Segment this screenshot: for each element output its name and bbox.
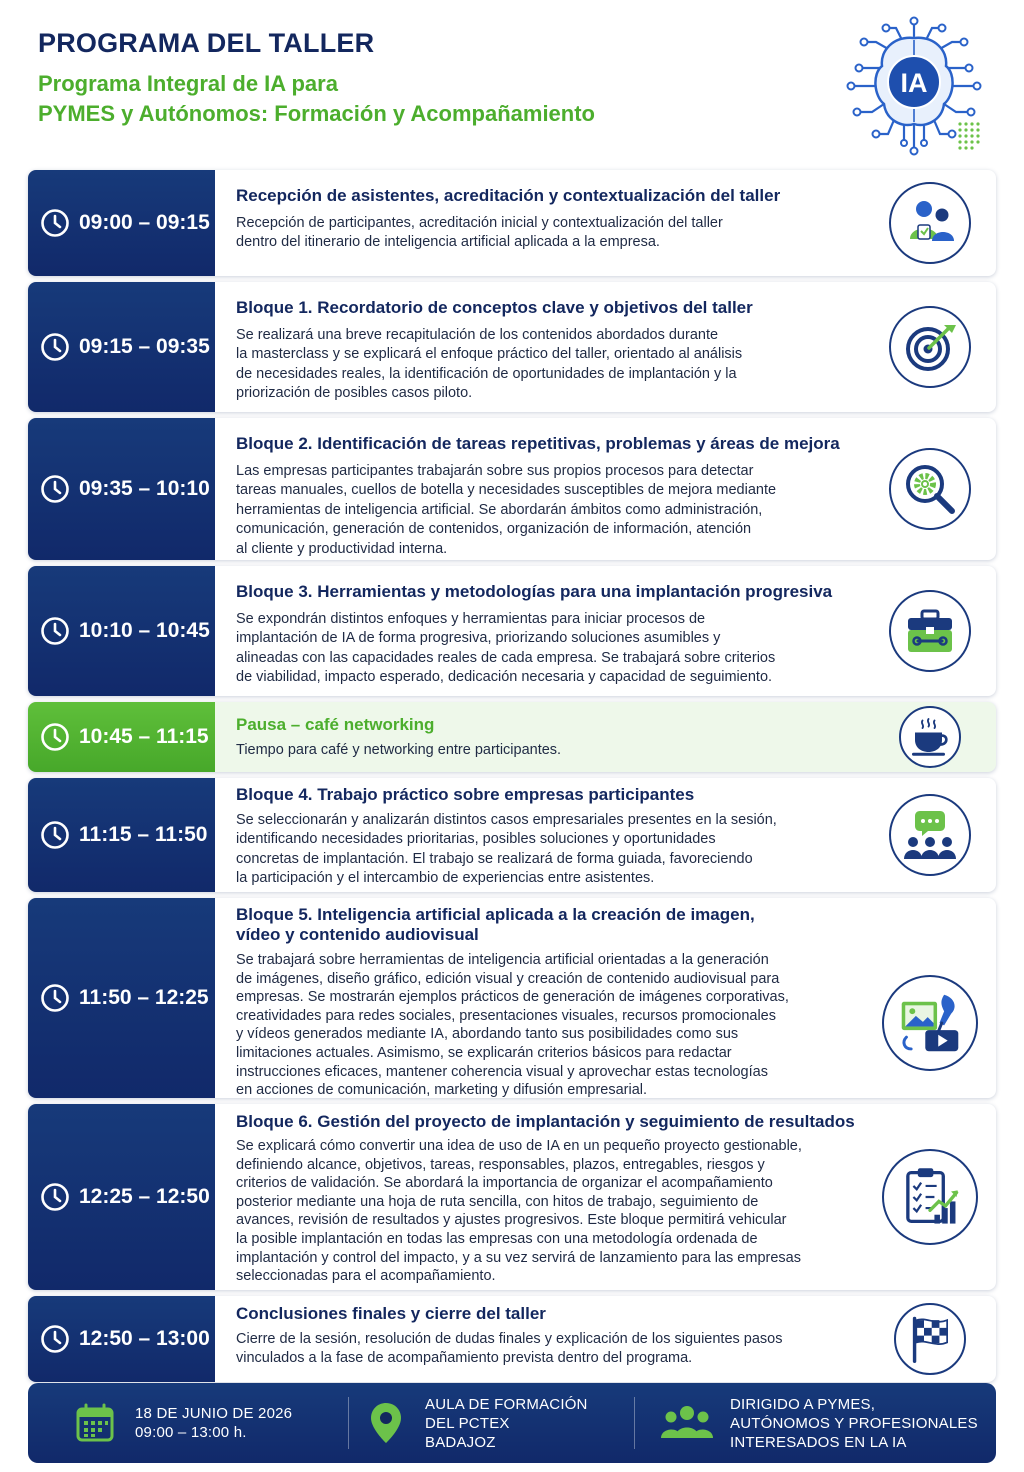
session-icon-wrap [864, 282, 996, 412]
group-chat-icon [889, 794, 971, 876]
session-content [215, 898, 864, 1098]
clock-icon [40, 983, 70, 1013]
time-label: 09:35 – 10:10 [79, 477, 210, 500]
time-label: 09:00 – 09:15 [79, 211, 210, 234]
clock-icon [40, 1182, 70, 1212]
people-group-icon [661, 1404, 713, 1442]
ai-brain-logo [832, 16, 996, 166]
time-label: 09:15 – 09:35 [79, 335, 210, 358]
session-content [215, 170, 864, 276]
clock-icon [40, 820, 70, 850]
time-block [28, 898, 215, 1098]
schedule-row [28, 1296, 996, 1382]
session-content [215, 1296, 864, 1382]
session-description: Se explicará cómo convertir una idea de uso de IA en un pequeño proyecto gestionable, definiendo alcance, objetivos, tareas, responsables, plazos, entregables, riesgos y criterios de validación. Se abordará la importancia de organizar el acompañamiento posterior mediante una hoja de ruta sencilla, con hitos de trabajo, seguimiento de avances, revisión de resultados y ajustes progresivos. Este bloque permitirá vehicular la posible implantación en todas las empresas con una metodología ordenada de implantación y control del impacto, y a su vez servirá de lanzamiento para las empresas seleccionadas para el acompañamiento. [236, 1138, 802, 1285]
clock-icon [40, 722, 70, 752]
session-description: Tiempo para café y networking entre participantes. [236, 742, 562, 758]
session-icon-wrap [864, 898, 996, 1098]
session-description: Se trabajará sobre herramientas de inteligencia artificial orientadas a la generación de imágenes, diseño gráfico, edición visual y creación de contenido audiovisual para empresas. Se mostrarán ejemplos prácticos de generación de imágenes corporativas, creatividades para redes sociales, presentaciones visuales, recursos promocionales y vídeos generados mediante IA, abordando tanto sus posibilidades como sus limitaciones actuales. Asimismo, se explicarán criterios básicos para redactar instrucciones eficaces, mantener coherencia visual y aprovechar estas tecnologías en acciones de comunicación, marketing y difusión empresarial. [236, 952, 789, 1098]
session-icon-wrap [864, 1296, 996, 1382]
session-icon-wrap [864, 702, 996, 772]
page-subtitle [38, 69, 838, 129]
session-content [215, 282, 864, 412]
time-block [28, 418, 215, 560]
time-label: 11:15 – 11:50 [79, 823, 208, 846]
footer-audience-text: DIRIGIDO A PYMES, AUTÓNOMOS Y PROFESIONALES INTERESADOS EN LA IA [730, 1395, 978, 1451]
clock-icon [40, 332, 70, 362]
session-content [215, 566, 864, 696]
schedule-row [28, 566, 996, 696]
session-icon-wrap [864, 170, 996, 276]
session-icon-wrap [864, 566, 996, 696]
session-description: Cierre de la sesión, resolución de dudas finales y explicación de los siguientes pasos vinculados a la fase de acompañamiento prevista dentro del programa. [236, 1331, 783, 1367]
schedule-row [28, 778, 996, 892]
session-title: Conclusiones finales y cierre del taller [236, 1304, 546, 1323]
page-title: PROGRAMA DEL TALLER [38, 28, 375, 58]
footer-location-text: AULA DE FORMACIÓN DEL PCTEX BADAJOZ [425, 1395, 588, 1451]
session-title: Bloque 3. Herramientas y metodologías para una implantación progresiva [236, 582, 833, 601]
footer-audience [635, 1383, 978, 1463]
session-icon-wrap [864, 778, 996, 892]
session-icon-wrap [864, 418, 996, 560]
session-content [215, 702, 864, 772]
time-label: 12:50 – 13:00 [79, 1327, 210, 1350]
time-label: 12:25 – 12:50 [79, 1185, 210, 1208]
session-content [215, 1104, 864, 1290]
schedule-row [28, 898, 996, 1098]
session-title: Bloque 2. Identificación de tareas repetitivas, problemas y áreas de mejora [236, 434, 840, 453]
session-title: Bloque 1. Recordatorio de conceptos clave y objetivos del taller [236, 298, 753, 317]
time-block [28, 702, 215, 772]
subtitle-line-1: Programa Integral de IA para [38, 71, 338, 96]
session-content [215, 778, 864, 892]
schedule-row-pause [28, 702, 996, 772]
session-title: Bloque 5. Inteligencia artificial aplicada a la creación de imagen, vídeo y contenido audiovisual [236, 905, 755, 944]
time-block [28, 282, 215, 412]
time-label: 11:50 – 12:25 [79, 986, 209, 1009]
session-description: Se expondrán distintos enfoques y herramientas para iniciar procesos de implantación de IA de forma progresiva, priorizando soluciones asumibles y alineadas con las capacidades reales de cada empresa. Se trabajará sobre criterios de viabilidad, impacto esperado, dedicación necesaria y capacidad de seguimiento. [236, 611, 776, 686]
subtitle-line-2: PYMES y Autónomos: Formación y Acompañamiento [38, 101, 595, 126]
session-title: Bloque 6. Gestión del proyecto de implantación y seguimiento de resultados [236, 1112, 855, 1131]
session-title: Bloque 4. Trabajo práctico sobre empresas participantes [236, 785, 695, 804]
footer-date [28, 1383, 348, 1463]
reception-icon [889, 182, 971, 264]
calendar-icon [75, 1403, 115, 1443]
session-title: Pausa – café networking [236, 715, 435, 734]
session-icon-wrap [864, 1104, 996, 1290]
time-label: 10:45 – 11:15 [79, 725, 209, 748]
session-description: Recepción de participantes, acreditación inicial y contextualización del taller dentro del itinerario de inteligencia artificial aplicada a la empresa. [236, 215, 723, 251]
logo-text: IA [900, 68, 928, 98]
footer-date-text: 18 DE JUNIO DE 2026 09:00 – 13:00 h. [135, 1405, 293, 1441]
location-pin-icon [369, 1401, 403, 1445]
time-block [28, 170, 215, 276]
time-block [28, 566, 215, 696]
time-block [28, 1296, 215, 1382]
session-description: Se realizará una breve recapitulación de los contenidos abordados durante la masterclass y se explicará el enfoque práctico del taller, orientado al análisis de necesidades reales, la identificación de oportunidades de implantación y la priorización de posibles casos piloto. [236, 327, 743, 402]
schedule-row [28, 282, 996, 412]
page-header [38, 28, 838, 129]
session-description: Las empresas participantes trabajarán sobre sus propios procesos para detectar tareas manuales, cuellos de botella y necesidades susceptibles de mejora mediante herramientas de inteligencia artificial. Se abordarán ámbitos como administración, comunicación, generación de contenidos, organización de información, atención al cliente y productividad interna. [236, 463, 777, 557]
gear-search-icon [889, 448, 971, 530]
clock-icon [40, 208, 70, 238]
clock-icon [40, 1324, 70, 1354]
time-block [28, 778, 215, 892]
coffee-icon [899, 706, 961, 768]
target-icon [889, 306, 971, 388]
finish-flag-icon [894, 1303, 966, 1375]
clock-icon [40, 616, 70, 646]
session-description: Se seleccionarán y analizarán distintos casos empresariales presentes en la sesión, identificando necesidades prioritarias, posibles soluciones y oportunidades concretas de implantación. El trabajo se realizará de forma guiada, favoreciendo la participación y el intercambio de experiencias entre asistentes. [236, 812, 777, 887]
session-content [215, 418, 864, 560]
schedule-row [28, 170, 996, 276]
session-title: Recepción de asistentes, acreditación y contextualización del taller [236, 186, 781, 205]
clipboard-chart-icon [882, 1149, 978, 1245]
media-icon [882, 975, 978, 1071]
time-label: 10:10 – 10:45 [79, 619, 210, 642]
schedule-row [28, 418, 996, 560]
time-block [28, 1104, 215, 1290]
event-info-footer [28, 1383, 996, 1463]
clock-icon [40, 474, 70, 504]
schedule-row [28, 1104, 996, 1290]
footer-location [349, 1383, 634, 1463]
toolbox-icon [889, 590, 971, 672]
